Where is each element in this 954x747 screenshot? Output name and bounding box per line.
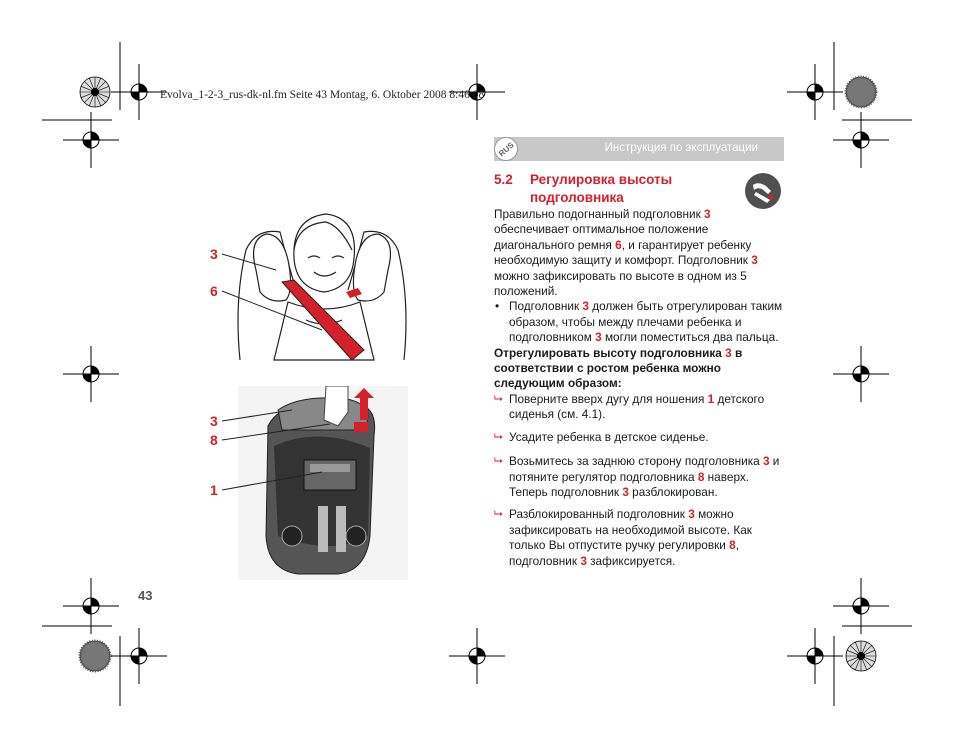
step-item: ⮡ Разблокированный подголовник 3 можно зафиксировать на необходимой высоте. Как только Вы отпустите ручку регулировки 8, подголовник 3 зафиксируется. xyxy=(494,507,752,568)
step-arrow-icon: ⮡ xyxy=(494,508,503,521)
step-arrow-icon: ⮡ xyxy=(494,430,503,443)
section-title: Регулировка высоты подголовника xyxy=(530,172,673,205)
callout-label: 3 xyxy=(210,246,218,262)
callout-label: 6 xyxy=(210,283,218,299)
section-number: 5.2 xyxy=(494,172,513,187)
callout-label: 1 xyxy=(210,482,218,498)
step-arrow-icon: ⮡ xyxy=(494,392,503,405)
procedure-heading: Отрегулировать высоту подголовника 3 в соответствии с ростом ребенка можно следующим образом: xyxy=(494,345,743,391)
rus-badge-label: RUS xyxy=(496,140,516,158)
intro-paragraph: Правильно подогнанный подголовник 3 обеспечивает оптимальное положение диагонального ремня 6, и гарантирует ребенку необходимую защиту и комфорт. Подголовник 3 можно зафиксировать по высоте в одном из 5 положений. xyxy=(494,207,758,299)
bullet-mark: • xyxy=(495,299,500,314)
callout-label: 8 xyxy=(210,432,218,448)
bullet-item: • Подголовник 3 должен быть отрегулирован таким образом, чтобы между плечами ребенка и подголовником 3 могли поместиться два пальца. xyxy=(495,299,783,345)
step-item: ⮡ Поверните вверх дугу для ношения 1 детского сиденья (см. 4.1). xyxy=(494,391,765,422)
print-header-line: Evolva_1-2-3_rus-dk-nl.fm Seite 43 Montag, 6. Oktober 2008 8:46 08 xyxy=(160,89,485,101)
step-item: ⮡ Усадите ребенка в детское сиденье. xyxy=(494,429,709,444)
manual-title: Инструкция по эксплуатации xyxy=(604,142,758,154)
step-arrow-icon: ⮡ xyxy=(494,455,503,468)
callout-label: 3 xyxy=(210,413,218,429)
page-number: 43 xyxy=(138,588,153,603)
step-item: ⮡ Возьмитесь за заднюю сторону подголовника 3 и потяните регулятор подголовника 8 наверх. Теперь подголовник 3 разблокирован. xyxy=(494,454,780,499)
